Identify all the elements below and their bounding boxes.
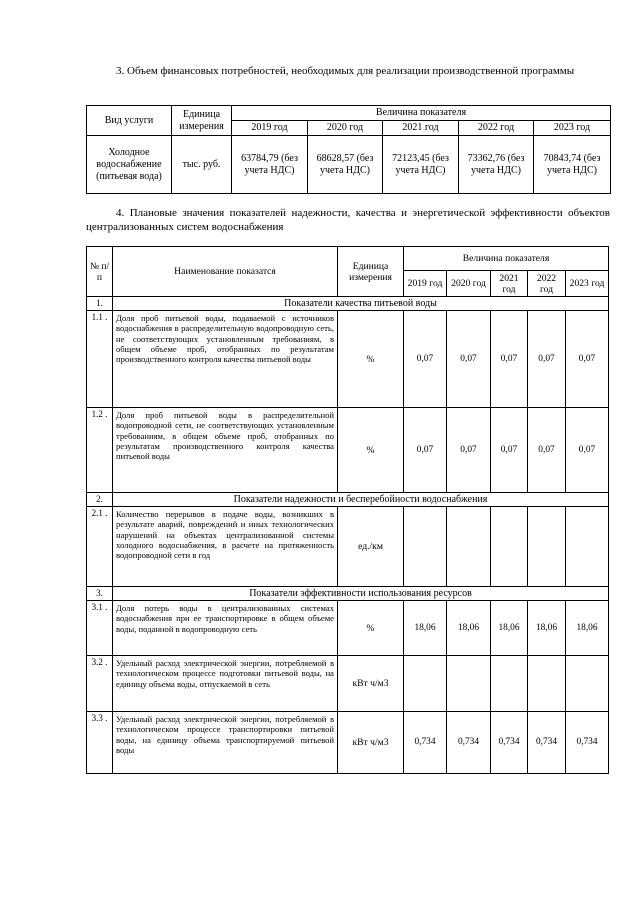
row-number: 1.2 . xyxy=(87,408,113,493)
finance-col-unit: Единица измерения xyxy=(172,106,232,136)
finance-service: Холодное водоснабжение (питьевая вода) xyxy=(87,136,172,194)
indicator-name: Удельный расход электрической энергии, потребляемой в технологическом процессе транспортировки питьевой воды, на единицу объема транспортируемой питьевой воды xyxy=(113,712,338,774)
indicator-value: 0,07 xyxy=(404,311,447,408)
indicator-value: 0,734 xyxy=(566,712,609,774)
indicator-name: Доля потерь воды в централизованных системах водоснабжения при ее транспортировке в общем объеме воды, поданной в водопроводную сеть xyxy=(113,601,338,656)
row-number: 3. xyxy=(87,587,113,601)
finance-year: 2019 год xyxy=(232,121,308,136)
indicator-row xyxy=(87,601,609,656)
indicator-value: 0,07 xyxy=(491,408,528,493)
indicators-table xyxy=(86,246,609,774)
indicator-value xyxy=(491,507,528,587)
finance-value: 70843,74 (без учета НДС) xyxy=(534,136,611,194)
finance-table xyxy=(86,105,611,194)
indicators-year: 2020 год xyxy=(447,271,491,297)
row-number: 3.1 . xyxy=(87,601,113,656)
indicators-col-num: № п/ п xyxy=(87,247,113,297)
row-number: 1. xyxy=(87,297,113,311)
row-number: 2.1 . xyxy=(87,507,113,587)
row-number: 2. xyxy=(87,493,113,507)
section-title: Показатели качества питьевой воды xyxy=(113,297,609,311)
indicator-unit: кВт ч/м3 xyxy=(338,656,404,712)
section-4-title: Плановые значения показателей надежности, качества и энергетической эффективности объектов централизованных систем водоснабжения xyxy=(86,207,611,233)
indicator-value xyxy=(447,656,491,712)
indicator-value: 0,734 xyxy=(447,712,491,774)
indicator-value: 18,06 xyxy=(404,601,447,656)
indicator-name: Количество перерывов в подаче воды, возникших в результате аварий, повреждений и иных технологических нарушений на объектах централизованной системы холодного водоснабжения, в расчете на протяженность водопроводной сети в год xyxy=(113,507,338,587)
indicator-value: 0,734 xyxy=(404,712,447,774)
indicator-value: 0,07 xyxy=(404,408,447,493)
section-3-heading xyxy=(86,64,610,78)
section-row xyxy=(87,587,609,601)
indicator-row xyxy=(87,507,609,587)
row-number: 3.2 . xyxy=(87,656,113,712)
indicator-row xyxy=(87,712,609,774)
finance-year: 2021 год xyxy=(383,121,459,136)
indicators-year: 2023 год xyxy=(566,271,609,297)
indicators-year: 2019 год xyxy=(404,271,447,297)
indicator-value: 0,07 xyxy=(447,408,491,493)
indicator-value: 0,734 xyxy=(491,712,528,774)
indicators-col-name: Наименование показатся xyxy=(113,247,338,297)
indicator-row xyxy=(87,656,609,712)
section-4-number: 4. xyxy=(116,207,125,219)
indicator-row xyxy=(87,408,609,493)
indicator-name: Доля проб питьевой воды в распределительной водопроводной сети, не соответствующих установленным требованиям, в общем объеме проб, отобранных по результатам производственного контроля качества питьевой воды xyxy=(113,408,338,493)
indicator-value: 0,07 xyxy=(566,408,609,493)
section-4-heading xyxy=(86,206,610,234)
indicator-value xyxy=(404,656,447,712)
indicator-value xyxy=(566,656,609,712)
indicator-value xyxy=(528,656,566,712)
finance-value: 63784,79 (без учета НДС) xyxy=(232,136,308,194)
finance-year: 2022 год xyxy=(459,121,534,136)
finance-unit: тыс. руб. xyxy=(172,136,232,194)
indicator-value: 18,06 xyxy=(447,601,491,656)
indicator-value: 0,734 xyxy=(528,712,566,774)
indicator-value xyxy=(447,507,491,587)
section-title: Показатели надежности и бесперебойности водоснабжения xyxy=(113,493,609,507)
indicator-unit: кВт ч/м3 xyxy=(338,712,404,774)
finance-year: 2023 год xyxy=(534,121,611,136)
section-3-title: Объем финансовых потребностей, необходимых для реализации производственной программы xyxy=(127,65,575,77)
indicator-value xyxy=(491,656,528,712)
finance-value: 72123,45 (без учета НДС) xyxy=(383,136,459,194)
indicator-unit: ед./км xyxy=(338,507,404,587)
finance-year: 2020 год xyxy=(308,121,383,136)
finance-col-service: Вид услуги xyxy=(87,106,172,136)
section-row xyxy=(87,493,609,507)
indicator-unit: % xyxy=(338,601,404,656)
indicator-value: 18,06 xyxy=(491,601,528,656)
indicators-body xyxy=(87,247,609,774)
indicator-value xyxy=(566,507,609,587)
indicator-unit: % xyxy=(338,311,404,408)
indicator-unit: % xyxy=(338,408,404,493)
row-number: 1.1 . xyxy=(87,311,113,408)
section-row xyxy=(87,297,609,311)
indicator-value: 0,07 xyxy=(528,408,566,493)
finance-value: 68628,57 (без учета НДС) xyxy=(308,136,383,194)
indicator-name: Удельный расход электрической энергии, потребляемой в технологическом процессе подготовки питьевой воды, на единицу объема воды, отпускаемой в сеть xyxy=(113,656,338,712)
indicator-value: 18,06 xyxy=(566,601,609,656)
row-number: 3.3 . xyxy=(87,712,113,774)
indicator-value: 0,07 xyxy=(566,311,609,408)
section-title: Показатели эффективности использования ресурсов xyxy=(113,587,609,601)
indicators-year: 2021 год xyxy=(491,271,528,297)
indicators-col-unit: Единица измерения xyxy=(338,247,404,297)
indicator-value xyxy=(528,507,566,587)
indicator-row xyxy=(87,311,609,408)
indicator-name: Доля проб питьевой воды, подаваемой с источников водоснабжения в распределительную водопроводную сеть, не соответствующих установленным требованиям, в общем объеме проб, отобранных по результатам производственного контроля качества питьевой воды xyxy=(113,311,338,408)
indicator-value: 18,06 xyxy=(528,601,566,656)
indicator-value: 0,07 xyxy=(528,311,566,408)
indicator-value xyxy=(404,507,447,587)
indicator-value: 0,07 xyxy=(447,311,491,408)
indicator-value: 0,07 xyxy=(491,311,528,408)
indicators-col-value: Величина показателя xyxy=(404,247,609,271)
finance-value: 73362,76 (без учета НДС) xyxy=(459,136,534,194)
indicators-year: 2022 год xyxy=(528,271,566,297)
finance-col-value: Величина показателя xyxy=(232,106,611,121)
section-3-number: 3. xyxy=(116,65,125,77)
